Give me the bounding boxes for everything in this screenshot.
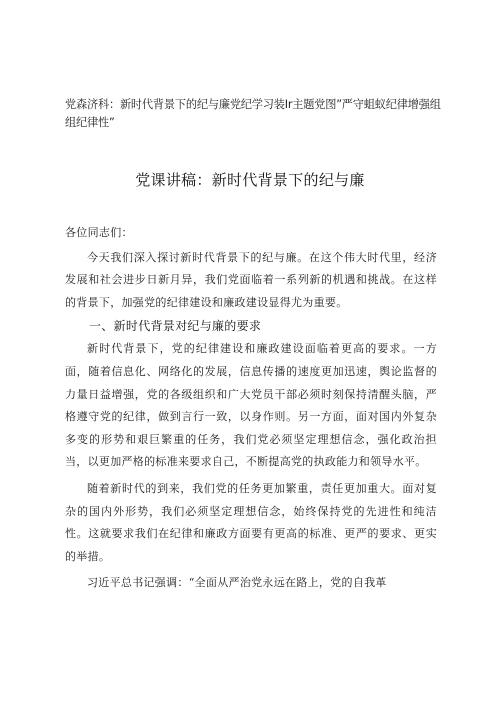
paragraph-3: 习近平总书记强调：“全面从严治党永远在路上，党的自我革 xyxy=(87,576,387,590)
document-header: 党森济科：新时代背景下的纪与廉党纪学习装Ir主题党图”严守蛆蚁纪律增强组组纪律性” xyxy=(65,98,441,129)
paragraph-intro: 今天我们深入探讨新时代背景下的纪与廉。在这个伟大时代里，经济发展和社会进步日新月异，我们党面临着一系列新的机遇和挑战。在这样的背景下，加强党的纪律建设和廉政建设显得尤为重要。 xyxy=(65,250,437,309)
document-body xyxy=(65,222,437,595)
section-heading-1: 一、新时代背景对纪与廉的要求 xyxy=(89,319,262,334)
greeting: 各位同志们： xyxy=(65,226,133,239)
paragraph-2: 随着新时代的到来，我们党的任务更加繁重，责任更加重大。面对复杂的国内外形势，我们必须坚定理想信念，始终保持党的先进性和纯洁性。这就要求我们在纪律和廉政方面要有更高的标准、更严的要求、更实的举措。 xyxy=(65,481,437,563)
paragraph-1: 新时代背景下，党的纪律建设和廉政建设面临着更高的要求。一方面，随着信息化、网络化的发展，信息传播的速度更加迅速，舆论监督的力量日益增强，党的各级组织和广大党员干部必须时刻保持清醒头脑，严格遵守党的纪律，做到言行一致，以身作则。另一方面，面对国内外复杂多变的形势和艰巨繁重的任务，我们党必须坚定理想信念，强化政治担当，以更加严格的标准来要求自己，不断提高党的执政能力和领导水平。 xyxy=(65,342,437,469)
document-title: 党课讲稿：新时代背景下的纪与廉 xyxy=(135,171,365,189)
